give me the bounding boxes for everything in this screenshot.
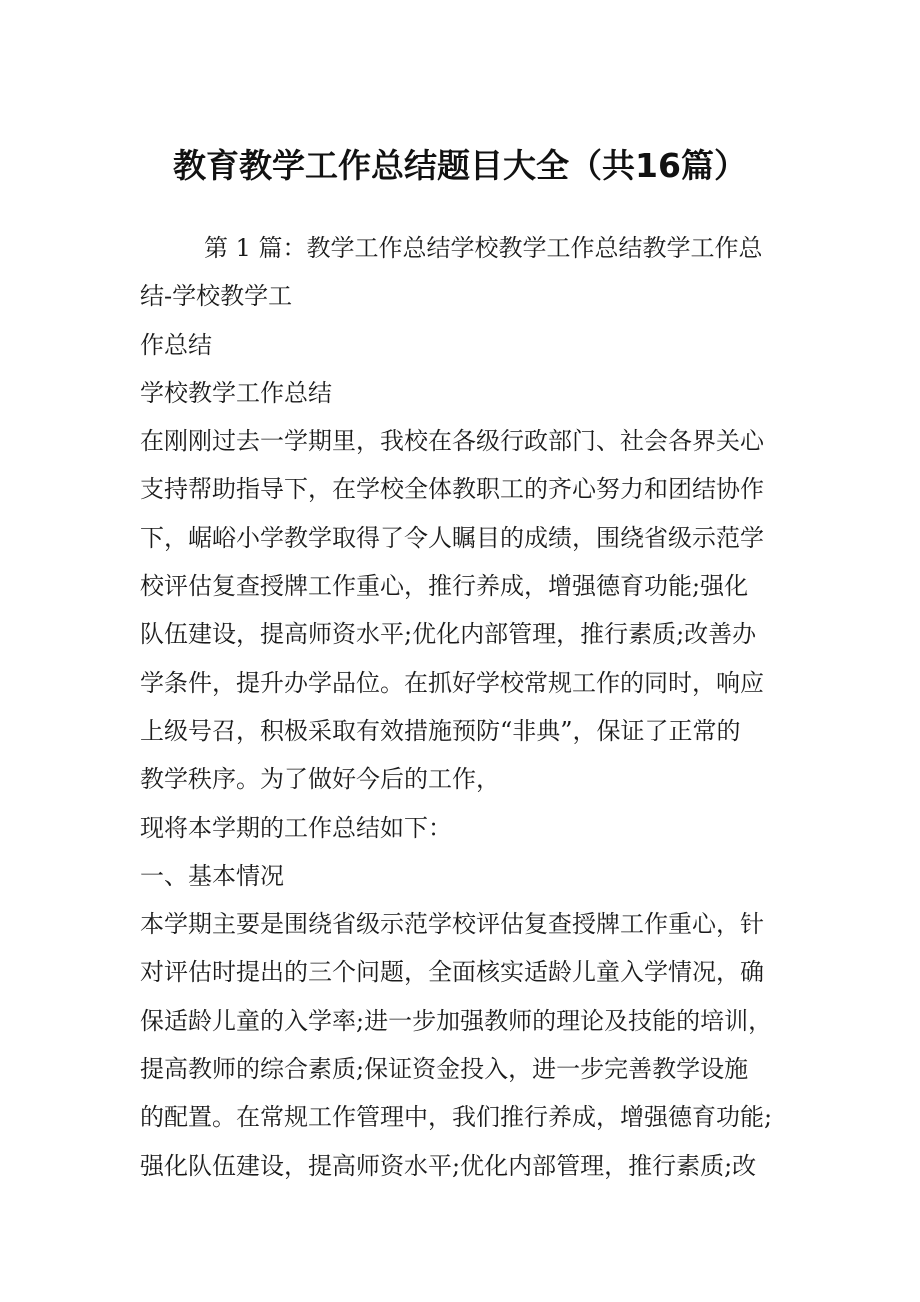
body-line: 强化队伍建设，提高师资水平;优化内部管理，推行素质;改 [140, 1151, 757, 1180]
body-line: 本学期主要是围绕省级示范学校评估复查授牌工作重心，针 [140, 910, 764, 939]
body-line: 保适龄儿童的入学率;进一步加强教师的理论及技能的培训， [140, 1006, 773, 1035]
body-line: 支持帮助指导下，在学校全体教职工的齐心努力和团结协作 [140, 475, 764, 504]
body-line: 学校教学工作总结 [140, 378, 332, 407]
body-line: 现将本学期的工作总结如下： [140, 813, 452, 842]
document-body [140, 224, 788, 1190]
body-line: 教学秩序。为了做好今后的工作， [140, 765, 500, 794]
body-line: 作总结 [140, 330, 212, 359]
body-line: 校评估复查授牌工作重心，推行养成，增强德育功能;强化 [140, 572, 749, 601]
body-line: 结-学校教学工 [140, 282, 293, 311]
body-line: 对评估时提出的三个问题，全面核实适龄儿童入学情况，确 [140, 958, 764, 987]
body-line: 队伍建设，提高师资水平;优化内部管理，推行素质;改善办 [140, 620, 757, 649]
body-line: 上级号召，积极采取有效措施预防“非典”，保证了正常的 [140, 716, 741, 745]
body-line: 第 1 篇：教学工作总结学校教学工作总结教学工作总 [204, 234, 763, 262]
body-line: 下，崌峪小学教学取得了令人瞩目的成绩，围绕省级示范学 [140, 523, 764, 552]
body-line: 在刚刚过去一学期里，我校在各级行政部门、社会各界关心 [140, 427, 764, 456]
body-line: 学条件，提升办学品位。在抓好学校常规工作的同时，响应 [140, 668, 764, 697]
body-line: 的配置。在常规工作管理中，我们推行养成，增强德育功能; [140, 1103, 773, 1132]
body-line: 提高教师的综合素质;保证资金投入，进一步完善教学设施 [140, 1055, 749, 1084]
section-heading: 一、基本情况 [140, 861, 284, 890]
document-title: 教育教学工作总结题目大全（共16篇） [173, 146, 747, 185]
